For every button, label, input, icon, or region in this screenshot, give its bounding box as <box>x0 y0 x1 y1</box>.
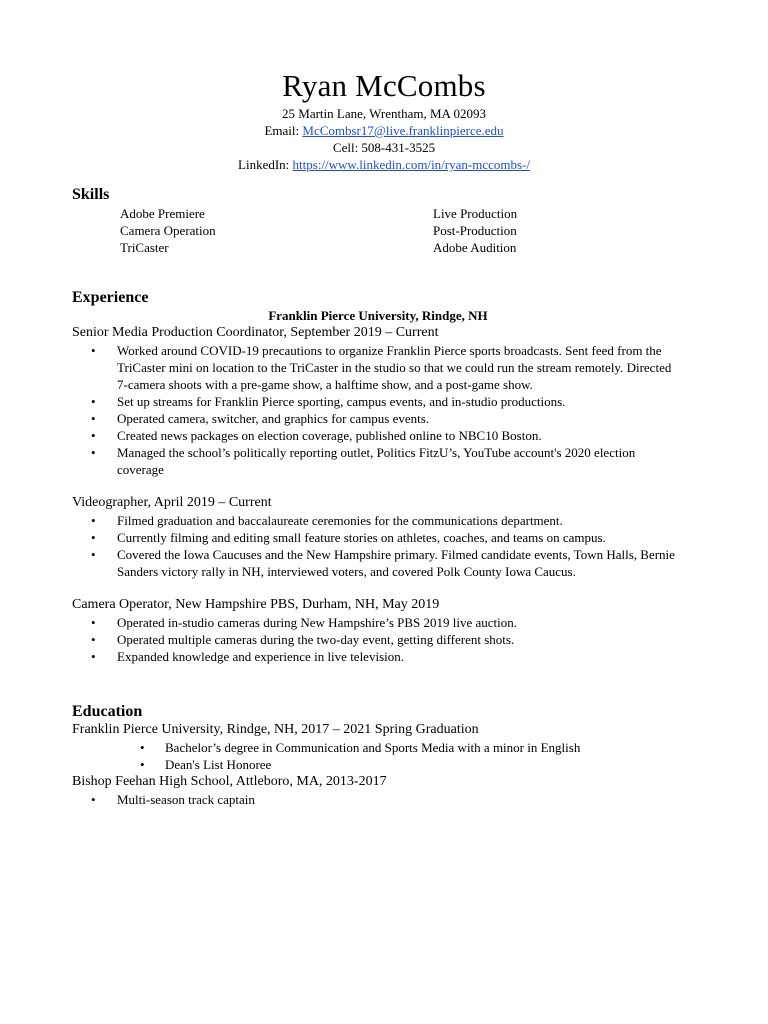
linkedin-link[interactable]: https://www.linkedin.com/in/ryan-mccombs-/ <box>292 157 530 172</box>
education-section <box>72 721 684 808</box>
job-bullets <box>72 342 684 478</box>
job-title: Senior Media Production Coordinator, September 2019 – Current <box>72 325 439 340</box>
email-link[interactable]: McCombsr17@live.franklinpierce.edu <box>302 123 504 138</box>
candidate-name: Ryan McCombs <box>282 68 486 103</box>
cell-phone: Cell: 508-431-3525 <box>332 140 436 155</box>
skills-heading: Skills <box>72 186 110 203</box>
email-label: Email: <box>264 123 303 138</box>
skills-column-left <box>120 205 216 256</box>
resume-header <box>0 67 768 173</box>
email-line <box>0 122 768 139</box>
list-item: • Managed the school’s politically reporting outlet, Politics FitzU’s, YouTube account's 2020 election coverage <box>72 444 684 478</box>
list-item: • Operated in-studio cameras during New Hampshire’s PBS 2019 live auction. <box>72 614 684 631</box>
linkedin-line <box>0 156 768 173</box>
list-item: • Currently filming and editing small feature stories on athletes, coaches, and teams on campus. <box>72 529 684 546</box>
list-item: • Expanded knowledge and experience in live television. <box>72 648 684 665</box>
list-item: • Set up streams for Franklin Pierce sporting, campus events, and in-studio productions. <box>72 393 684 410</box>
school-bullets <box>72 791 684 808</box>
list-item: • Dean's List Honoree <box>72 756 684 773</box>
school-line: Bishop Feehan High School, Attleboro, MA, 2013-2017 <box>72 774 387 789</box>
skill-item: TriCaster <box>120 240 169 255</box>
school-bullets <box>72 739 684 773</box>
employer-name: Franklin Pierce University, Rindge, NH <box>268 308 488 323</box>
school-line: Franklin Pierce University, Rindge, NH, 2017 – 2021 Spring Graduation <box>72 722 479 737</box>
skill-item: Adobe Premiere <box>120 206 205 221</box>
skill-item: Camera Operation <box>120 223 216 238</box>
list-item: • Multi-season track captain <box>72 791 684 808</box>
skill-item: Post-Production <box>433 223 517 238</box>
job-bullets <box>72 614 684 665</box>
list-item: • Operated multiple cameras during the two-day event, getting different shots. <box>72 631 684 648</box>
experience-section <box>72 307 684 665</box>
skill-item: Adobe Audition <box>433 240 517 255</box>
education-heading: Education <box>72 703 143 720</box>
list-item: • Covered the Iowa Caucuses and the New Hampshire primary. Filmed candidate events, Town Halls, Bernie Sanders victory rally in NH, interviewed voters, and covered Polk County Iowa Caucus. <box>72 546 684 580</box>
list-item: • Filmed graduation and baccalaureate ceremonies for the communications department. <box>72 512 684 529</box>
job-title: Videographer, April 2019 – Current <box>72 495 272 510</box>
list-item: • Bachelor’s degree in Communication and Sports Media with a minor in English <box>72 739 684 756</box>
job-title: Camera Operator, New Hampshire PBS, Durham, NH, May 2019 <box>72 597 440 612</box>
experience-heading: Experience <box>72 289 149 306</box>
job-bullets <box>72 512 684 580</box>
list-item: • Created news packages on election coverage, published online to NBC10 Boston. <box>72 427 684 444</box>
linkedin-label: LinkedIn: <box>238 157 293 172</box>
list-item: • Worked around COVID-19 precautions to organize Franklin Pierce sports broadcasts. Sent feed from the TriCaster mini on location to the TriCaster in the studio so that we could run the stream remotely. Directed 7-camera shoots with a pre-game show, a halftime show, and a post-game show. <box>72 342 684 393</box>
address: 25 Martin Lane, Wrentham, MA 02093 <box>282 106 486 121</box>
skill-item: Live Production <box>433 206 518 221</box>
skills-column-right <box>433 205 517 256</box>
list-item: • Operated camera, switcher, and graphics for campus events. <box>72 410 684 427</box>
